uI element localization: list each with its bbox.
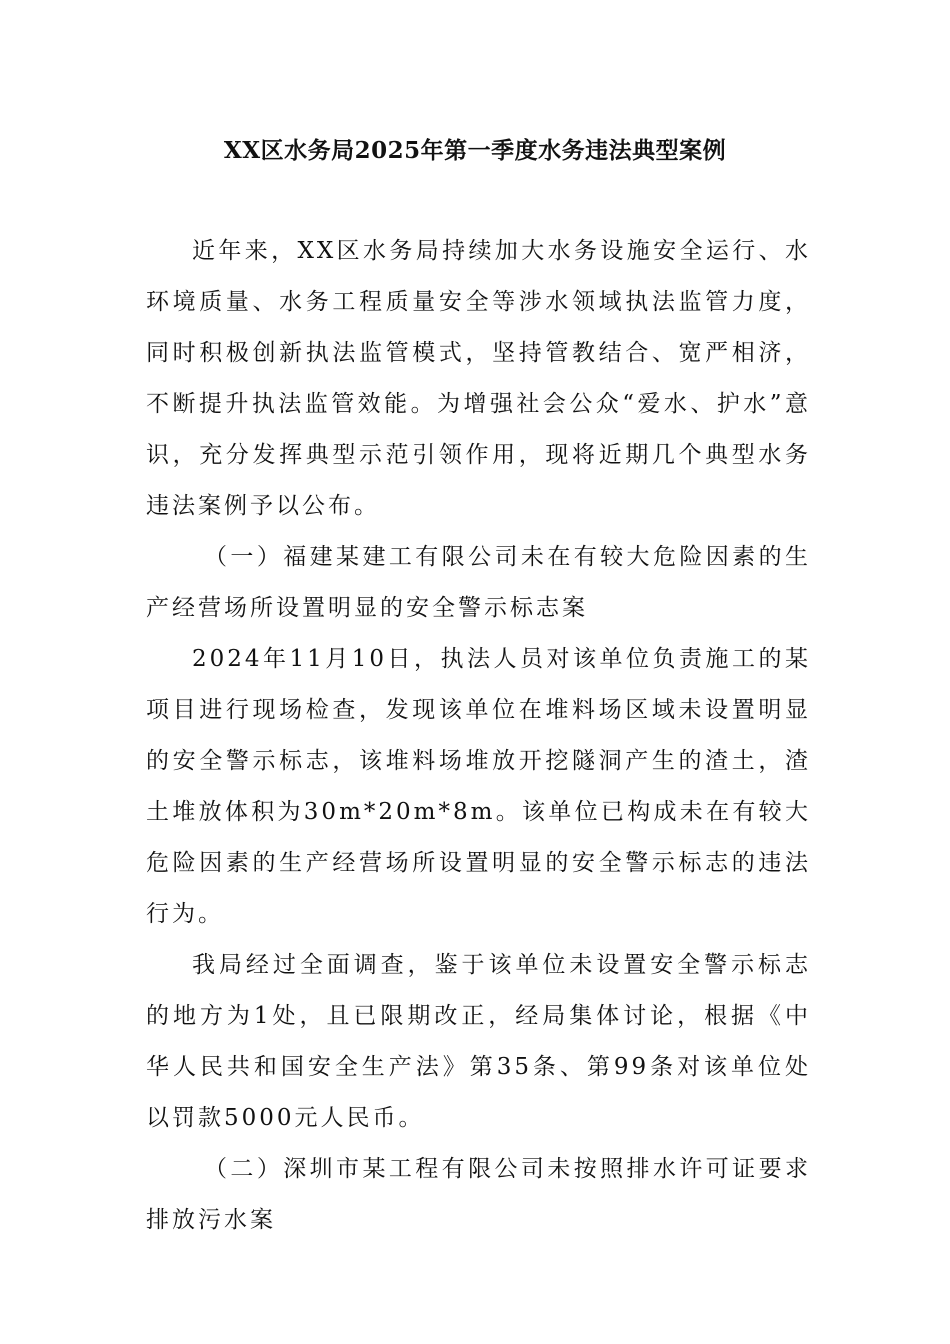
intro-paragraph: 近年来，XX区水务局持续加大水务设施安全运行、水环境质量、水务工程质量安全等涉水领域执法监管力度，同时积极创新执法监管模式，坚持管教结合、宽严相济，不断提升执法监管效能。为增强社会公众“爱水、护水”意识，充分发挥典型示范引领作用，现将近期几个典型水务违法案例予以公布。 (146, 238, 811, 519)
document-title: XX区水务局2025年第一季度水务违法典型案例 (223, 137, 727, 164)
case-1-heading: （一）福建某建工有限公司未在有较大危险因素的生产经营场所设置明显的安全警示标志案 (146, 544, 811, 621)
case-2-heading: （二）深圳市某工程有限公司未按照排水许可证要求排放污水案 (146, 1156, 811, 1233)
document-body (146, 226, 811, 1246)
case-1-penalty-paragraph: 我局经过全面调查，鉴于该单位未设置安全警示标志的地方为1处，且已限期改正，经局集体讨论，根据《中华人民共和国安全生产法》第35条、第99条对该单位处以罚款5000元人民币。 (146, 952, 811, 1131)
case-1-facts-paragraph: 2024年11月10日，执法人员对该单位负责施工的某项目进行现场检查，发现该单位在堆料场区域未设置明显的安全警示标志，该堆料场堆放开挖隧洞产生的渣土，渣土堆放体积为30m*20m*8m。该单位已构成未在有较大危险因素的生产经营场所设置明显的安全警示标志的违法行为。 (146, 646, 811, 927)
